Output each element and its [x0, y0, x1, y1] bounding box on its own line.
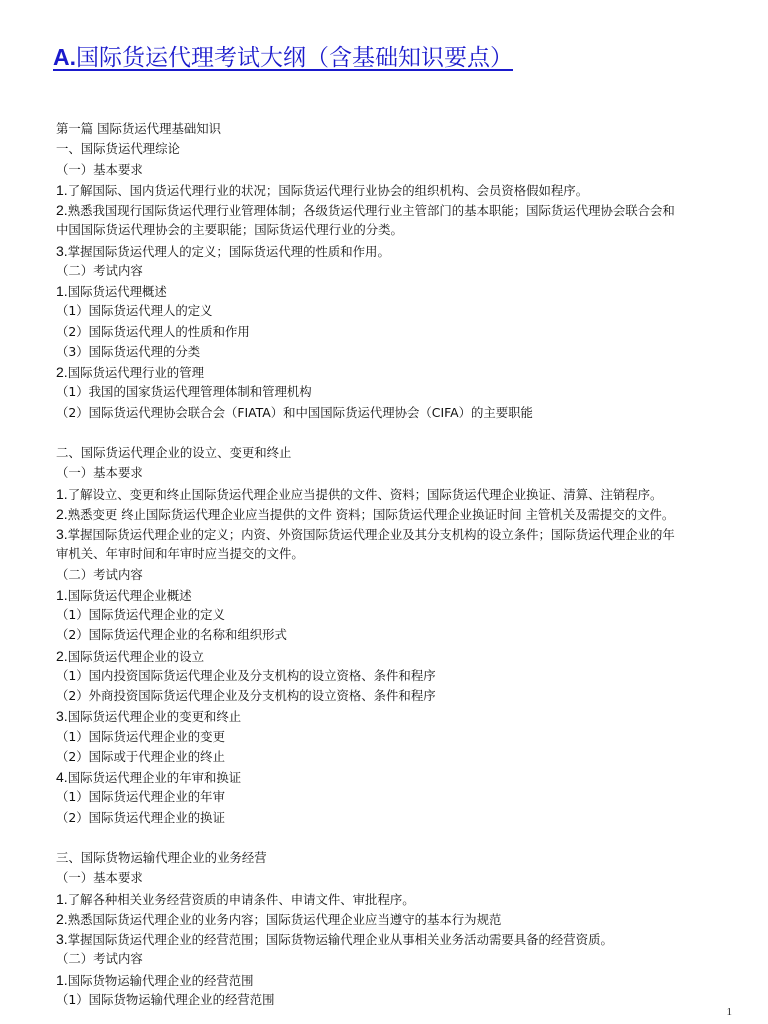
text-line: （2）国际或于代理企业的终止 — [56, 748, 225, 764]
list-text: 国际货运代理行业的管理 — [67, 365, 204, 380]
text-line: （1）国内投资国际货运代理企业及分支机构的设立资格、条件和程序 — [56, 667, 436, 683]
list-text: 了解设立、变更和终止国际货运代理企业应当提供的文件、资料；国际货运代理企业换证、清算、注销程序。 — [67, 486, 663, 502]
text-line: （2）外商投资国际货运代理企业及分支机构的设立资格、条件和程序 — [56, 688, 436, 703]
list-number: 2. — [56, 364, 68, 380]
list-text: 掌握国际货运代理企业的定义；内资、外资国际货运代理企业及其分支机构的设立条件；国际货运代理企业的年 — [67, 527, 675, 542]
text-line: （1）国际货运代理企业的年审 — [56, 789, 225, 805]
title-text: 国际货运代理考试大纲（含基础知识要点） — [76, 45, 513, 71]
text-line — [56, 180, 746, 200]
text-line — [56, 362, 746, 382]
text-line: （1）国际货运代理企业的定义 — [56, 607, 225, 622]
text-line: 一、国际货运代理综论 — [56, 141, 180, 157]
text-line: （二）考试内容 — [56, 566, 143, 582]
text-line: （3）国际货运代理的分类 — [56, 343, 201, 359]
list-text: 熟悉变更 终止国际货运代理企业应当提供的文件 资料；国际货运代理企业换证时间 主管机关及需提交的文件。 — [67, 506, 675, 522]
text-line — [56, 281, 746, 301]
text-line — [56, 200, 746, 220]
text-line — [56, 585, 746, 605]
list-number: 4. — [56, 769, 68, 785]
text-line: （一）基本要求 — [56, 161, 143, 177]
text-line — [56, 767, 746, 787]
text-line — [56, 646, 746, 666]
text-line: 第一篇 国际货运代理基础知识 — [56, 121, 222, 136]
list-number: 2. — [56, 505, 68, 522]
list-number: 2. — [56, 910, 68, 927]
list-text: 掌握国际货运代理人的定义；国际货运代理的性质和作用。 — [67, 243, 390, 259]
text-line: 二、国际货运代理企业的设立、变更和终止 — [56, 445, 292, 460]
list-number: 3. — [56, 242, 68, 259]
list-text: 国际货物运输代理企业的经营范围 — [67, 972, 254, 988]
title-letter: A. — [53, 44, 76, 70]
text-line — [56, 929, 746, 949]
list-number: 1. — [56, 283, 68, 299]
text-line: （二）考试内容 — [56, 262, 143, 278]
list-text: 国际货运代理企业的设立 — [67, 648, 204, 664]
text-line: （2）国际货运代理协会联合会（FIATA）和中国国际货运代理协会（CIFA）的主要职能 — [56, 404, 533, 420]
blank-line — [56, 423, 746, 443]
text-line: （1）我国的国家货运代理管理体制和管理机构 — [56, 384, 312, 400]
list-number: 1. — [56, 971, 68, 988]
list-text: 熟悉国际货运代理企业的业务内容；国际货运代理企业应当遵守的基本行为规范 — [67, 911, 502, 927]
text-line — [56, 909, 746, 929]
list-number: 1. — [56, 181, 68, 198]
text-line — [56, 504, 746, 524]
list-number: 1. — [56, 485, 68, 502]
document-title[interactable] — [53, 40, 713, 75]
text-line: （2）国际货运代理人的性质和作用 — [56, 323, 250, 339]
list-number: 1. — [56, 890, 68, 907]
text-line: （一）基本要求 — [56, 465, 143, 481]
text-line: （一）基本要求 — [56, 870, 143, 886]
text-line — [56, 484, 746, 504]
list-text: 国际货运代理概述 — [67, 284, 167, 299]
blank-line — [56, 828, 746, 848]
list-text: 了解各种相关业务经营资质的申请条件、申请文件、审批程序。 — [67, 891, 415, 907]
list-text: 国际货运代理企业的年审和换证 — [67, 770, 242, 785]
list-number: 3. — [56, 931, 68, 947]
text-line: （1）国际货运代理企业的变更 — [56, 728, 225, 744]
text-line — [56, 524, 746, 544]
list-number: 2. — [56, 202, 68, 218]
list-number: 1. — [56, 586, 68, 603]
text-line: 中国国际货运代理协会的主要职能；国际货运代理行业的分类。 — [56, 222, 403, 238]
list-number: 3. — [56, 526, 68, 542]
text-line: （2）国际货运代理企业的名称和组织形式 — [56, 627, 287, 643]
text-line — [56, 889, 746, 909]
text-line: 审机关、年审时间和年审时应当提交的文件。 — [56, 546, 304, 562]
text-line — [56, 970, 746, 990]
list-text: 掌握国际货运代理企业的经营范围；国际货物运输代理企业从事相关业务活动需要具备的经营资质。 — [67, 932, 613, 947]
page-number: 1 — [726, 1006, 732, 1018]
list-text: 了解国际、国内货运代理行业的状况；国际货运代理行业协会的组织机构、会员资格假如程序。 — [67, 182, 589, 198]
list-text: 国际货运代理企业概述 — [67, 587, 192, 603]
text-line — [56, 241, 746, 261]
list-text: 国际货运代理企业的变更和终止 — [67, 709, 242, 725]
text-line: （1）国际货物运输代理企业的经营范围 — [56, 991, 275, 1007]
document-body — [56, 119, 746, 1010]
list-text: 熟悉我国现行国际货运代理行业管理体制；各级货运代理行业主管部门的基本职能；国际货运代理协会联合会和 — [67, 203, 675, 218]
text-line: （二）考试内容 — [56, 951, 143, 967]
list-number: 2. — [56, 647, 68, 664]
text-line: 三、国际货物运输代理企业的业务经营 — [56, 850, 267, 865]
text-line: （1）国际货运代理人的定义 — [56, 303, 213, 319]
text-line — [56, 706, 746, 726]
text-line: （2）国际货运代理企业的换证 — [56, 809, 225, 825]
list-number: 3. — [56, 708, 68, 725]
